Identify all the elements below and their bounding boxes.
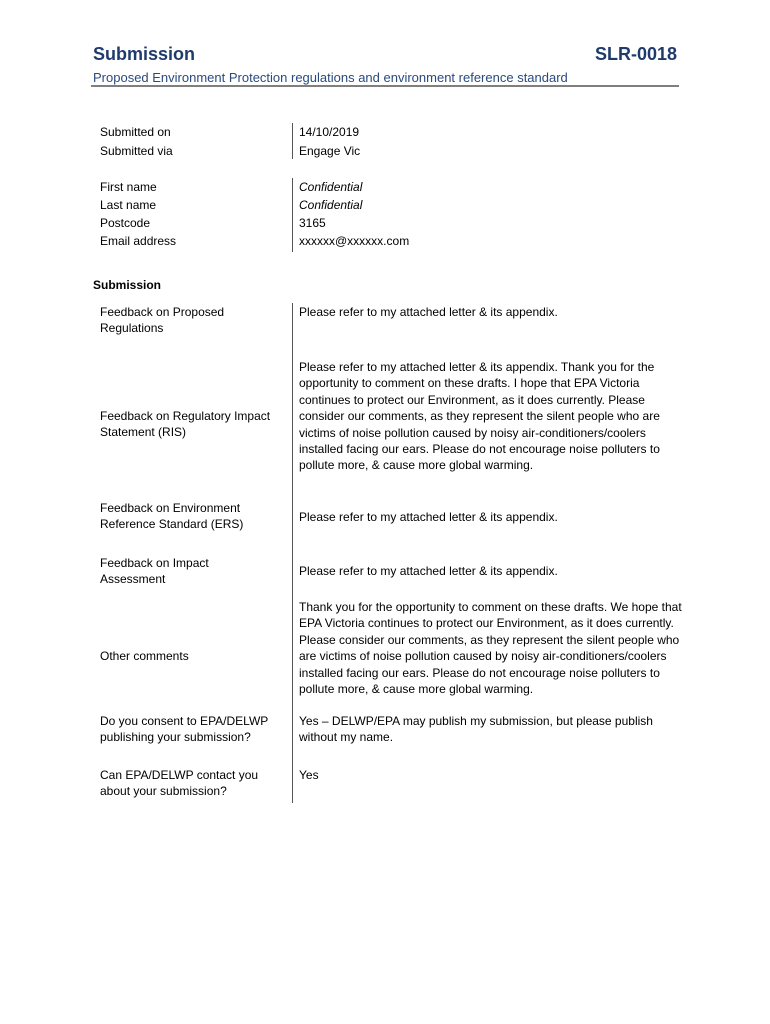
other-comments-label: Other comments <box>100 649 189 663</box>
details-divider-2 <box>292 178 293 252</box>
feedback-impact-label: Feedback on Impact Assessment <box>100 556 209 587</box>
feedback-ers-value: Please refer to my attached letter & its appendix. <box>299 510 558 524</box>
email-value: xxxxxx@xxxxxx.com <box>299 234 410 248</box>
consent-label: Do you consent to EPA/DELWP publishing your submission? <box>100 714 269 745</box>
document-subtitle: Proposed Environment Protection regulations and environment reference standard <box>93 70 568 85</box>
first-name-value: Confidential <box>299 180 363 194</box>
document-title: Submission <box>93 44 196 64</box>
postcode-value: 3165 <box>299 216 326 230</box>
last-name-label: Last name <box>100 198 157 212</box>
submitted-via-value: Engage Vic <box>299 144 361 158</box>
header-divider <box>91 85 679 87</box>
feedback-ers-label: Feedback on Environment Reference Standard (ERS) <box>100 501 244 532</box>
details-divider-1 <box>292 123 293 159</box>
other-comments-value: Thank you for the opportunity to comment on these drafts. We hope that EPA Victoria continues to protect our Environment, as it does currently. Please consider our comments, as they represent the silent people who are victims of noise pollution caused by noisy air-conditioners/coolers installed facing our ears. Please do not encourage noise polluters to pollute more, & cause more global warming. <box>299 600 682 697</box>
postcode-label: Postcode <box>100 216 151 230</box>
submitted-via-label: Submitted via <box>100 144 173 158</box>
contact-label: Can EPA/DELWP contact you about your submission? <box>100 768 259 799</box>
feedback-regulations-value: Please refer to my attached letter & its appendix. <box>299 305 558 319</box>
title-row <box>93 44 677 68</box>
consent-value: Yes – DELWP/EPA may publish my submission, but please publish without my name. <box>299 714 653 745</box>
last-name-value: Confidential <box>299 198 363 212</box>
feedback-impact-value: Please refer to my attached letter & its appendix. <box>299 564 558 578</box>
submitted-on-value: 14/10/2019 <box>299 125 360 139</box>
feedback-regulations-label: Feedback on Proposed Regulations <box>100 305 225 336</box>
submitted-on-label: Submitted on <box>100 125 171 139</box>
first-name-label: First name <box>100 180 157 194</box>
submission-divider <box>292 303 293 803</box>
submission-section-title: Submission <box>93 278 162 292</box>
feedback-ris-value: Please refer to my attached letter & its appendix. Thank you for the opportunity to comment on these drafts. I hope that EPA Victoria continues to protect our Environment, as it does currently. Please consider our comments, as they represent the silent people who are victims of noise pollution caused by noisy air-conditioners/coolers installed facing our ears. Please do not encourage noise polluters to pollute more, & cause more global warming. <box>299 360 660 473</box>
submission-code: SLR-0018 <box>594 44 677 64</box>
email-label: Email address <box>100 234 177 248</box>
contact-value: Yes <box>299 768 319 782</box>
feedback-ris-label: Feedback on Regulatory Impact Statement (RIS) <box>100 409 271 440</box>
document-header <box>93 44 677 85</box>
